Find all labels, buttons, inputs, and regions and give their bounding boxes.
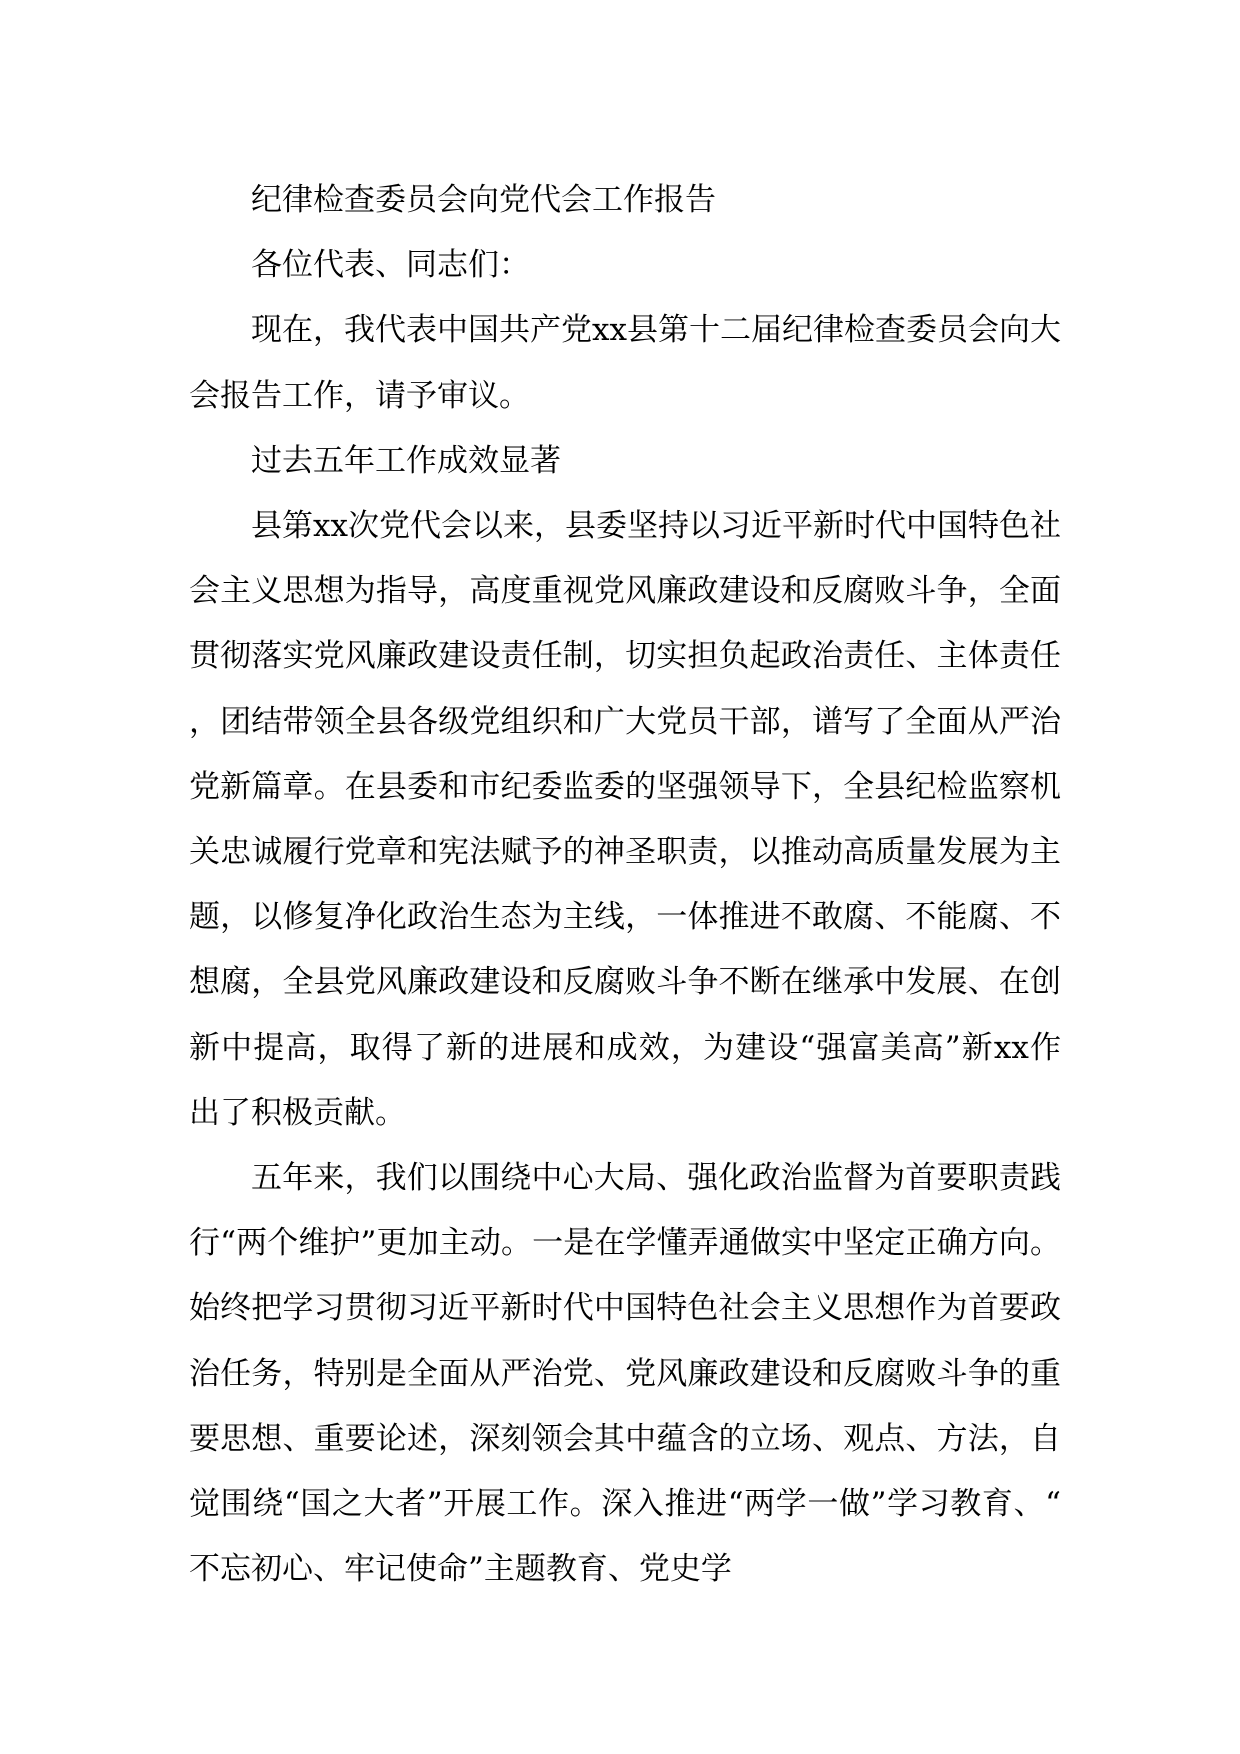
paragraph-opening: 现在，我代表中国共产党xx县第十二届纪律检查委员会向大会报告工作，请予审议。 xyxy=(189,312,1061,414)
section-heading: 过去五年工作成效显著 xyxy=(251,442,561,479)
salutation: 各位代表、同志们： xyxy=(251,247,530,284)
paragraph-five-years: 五年来，我们以围绕中心大局、强化政治监督为首要职责践行“两个维护”更加主动。一是在学懂弄通做实中坚定正确方向。始终把学习贯彻习近平新时代中国特色社会主义思想作为首要政治任务，特别是全面从严治党、党风廉政建设和反腐败斗争的重要思想、重要论述，深刻领会其中蕴含的立场、观点、方法，自觉围绕“国之大者”开展工作。深入推进“两学一做”学习教育、“不忘初心、牢记使命”主题教育、党史学 xyxy=(189,1160,1061,1588)
document-page xyxy=(189,168,1061,1602)
document-title: 纪律检查委员会向党代会工作报告 xyxy=(251,182,716,218)
paragraph-review: 县第xx次党代会以来，县委坚持以习近平新时代中国特色社会主义思想为指导，高度重视党风廉政建设和反腐败斗争，全面贯彻落实党风廉政建设责任制，切实担负起政治责任、主体责任，团结带领全县各级党组织和广大党员干部，谱写了全面从严治党新篇章。在县委和市纪委监委的坚强领导下，全县纪检监察机关忠诚履行党章和宪法赋予的神圣职责，以推动高质量发展为主题，以修复净化政治生态为主线，一体推进不敢腐、不能腐、不想腐，全县党风廉政建设和反腐败斗争不断在继承中发展、在创新中提高，取得了新的进展和成效，为建设“强富美高”新xx作出了积极贡献。 xyxy=(189,508,1061,1131)
